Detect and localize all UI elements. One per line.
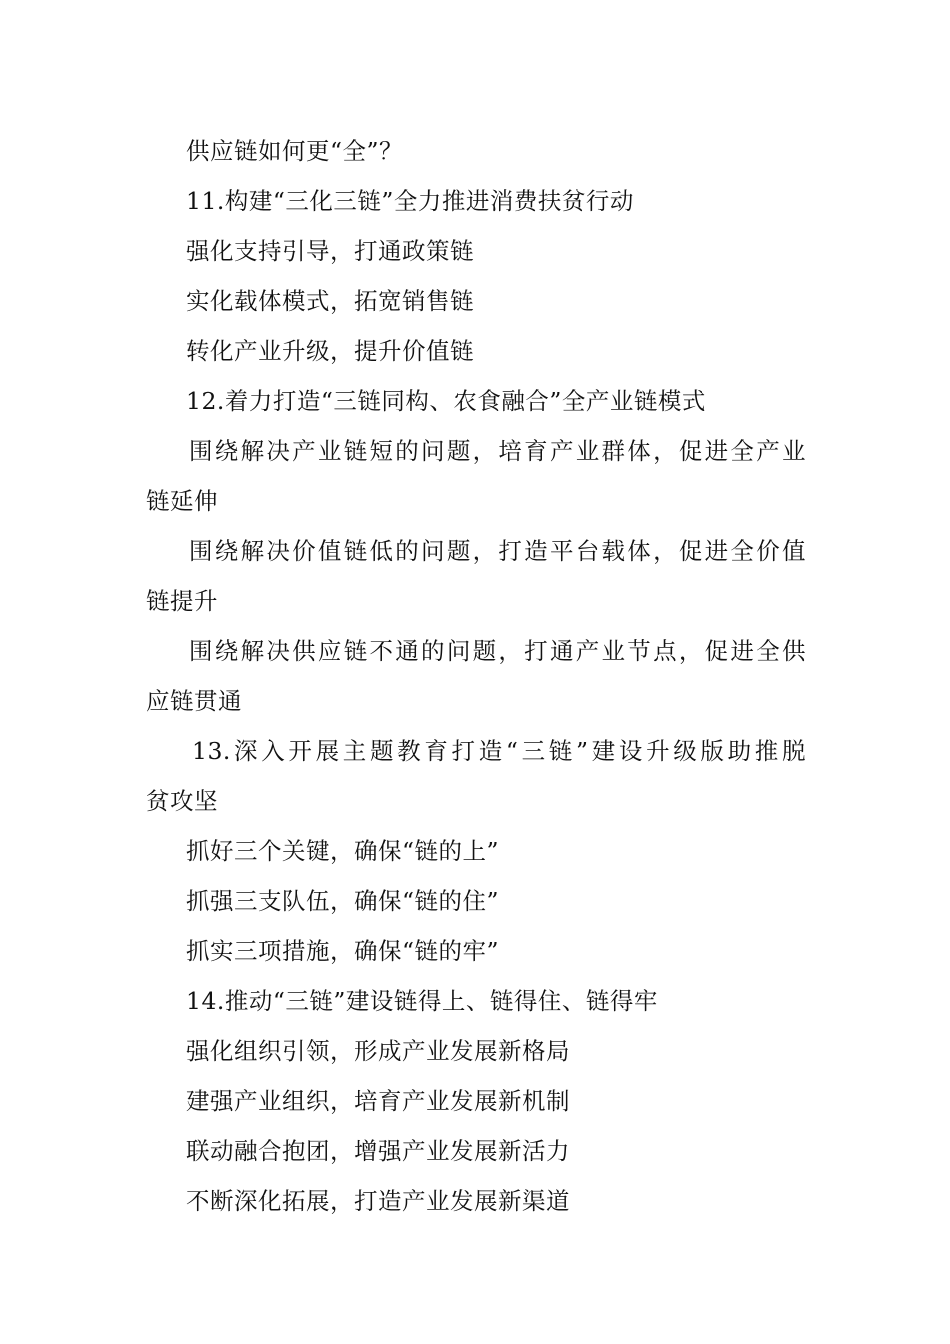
section-heading-13-continuation: 贫攻坚	[146, 787, 218, 815]
paragraph-line: 强化支持引导，打通政策链	[186, 237, 474, 265]
paragraph-line: 抓好三个关键，确保“链的上”	[186, 837, 500, 865]
paragraph-line: 联动融合抱团，增强产业发展新活力	[186, 1137, 570, 1165]
section-heading-14: 14.推动“三链”建设链得上、链得住、链得牢	[186, 987, 658, 1015]
paragraph-line: 围绕解决产业链短的问题，培育产业群体，促进全产业	[189, 437, 806, 465]
paragraph-line: 抓实三项措施，确保“链的牢”	[186, 937, 500, 965]
section-heading-12: 12.着力打造“三链同构、农食融合”全产业链模式	[186, 387, 706, 415]
paragraph-line: 强化组织引领，形成产业发展新格局	[186, 1037, 570, 1065]
section-heading-11: 11.构建“三化三链”全力推进消费扶贫行动	[186, 187, 634, 215]
paragraph-line: 不断深化拓展，打造产业发展新渠道	[186, 1187, 570, 1215]
paragraph-line: 围绕解决供应链不通的问题，打通产业节点，促进全供	[189, 637, 806, 665]
paragraph-line: 围绕解决价值链低的问题，打造平台载体，促进全价值	[189, 537, 806, 565]
paragraph-line-continuation: 链延伸	[146, 487, 218, 515]
paragraph-line: 建强产业组织，培育产业发展新机制	[186, 1087, 570, 1115]
subheading-supply-chain-question: 供应链如何更“全”？	[186, 137, 404, 165]
section-heading-13: 13.深入开展主题教育打造“三链”建设升级版助推脱	[192, 737, 806, 765]
paragraph-line-continuation: 链提升	[146, 587, 218, 615]
paragraph-line-continuation: 应链贯通	[146, 687, 242, 715]
paragraph-line: 实化载体模式，拓宽销售链	[186, 287, 474, 315]
document-body	[146, 126, 810, 1226]
paragraph-line: 抓强三支队伍，确保“链的住”	[186, 887, 500, 915]
paragraph-line: 转化产业升级，提升价值链	[186, 337, 474, 365]
